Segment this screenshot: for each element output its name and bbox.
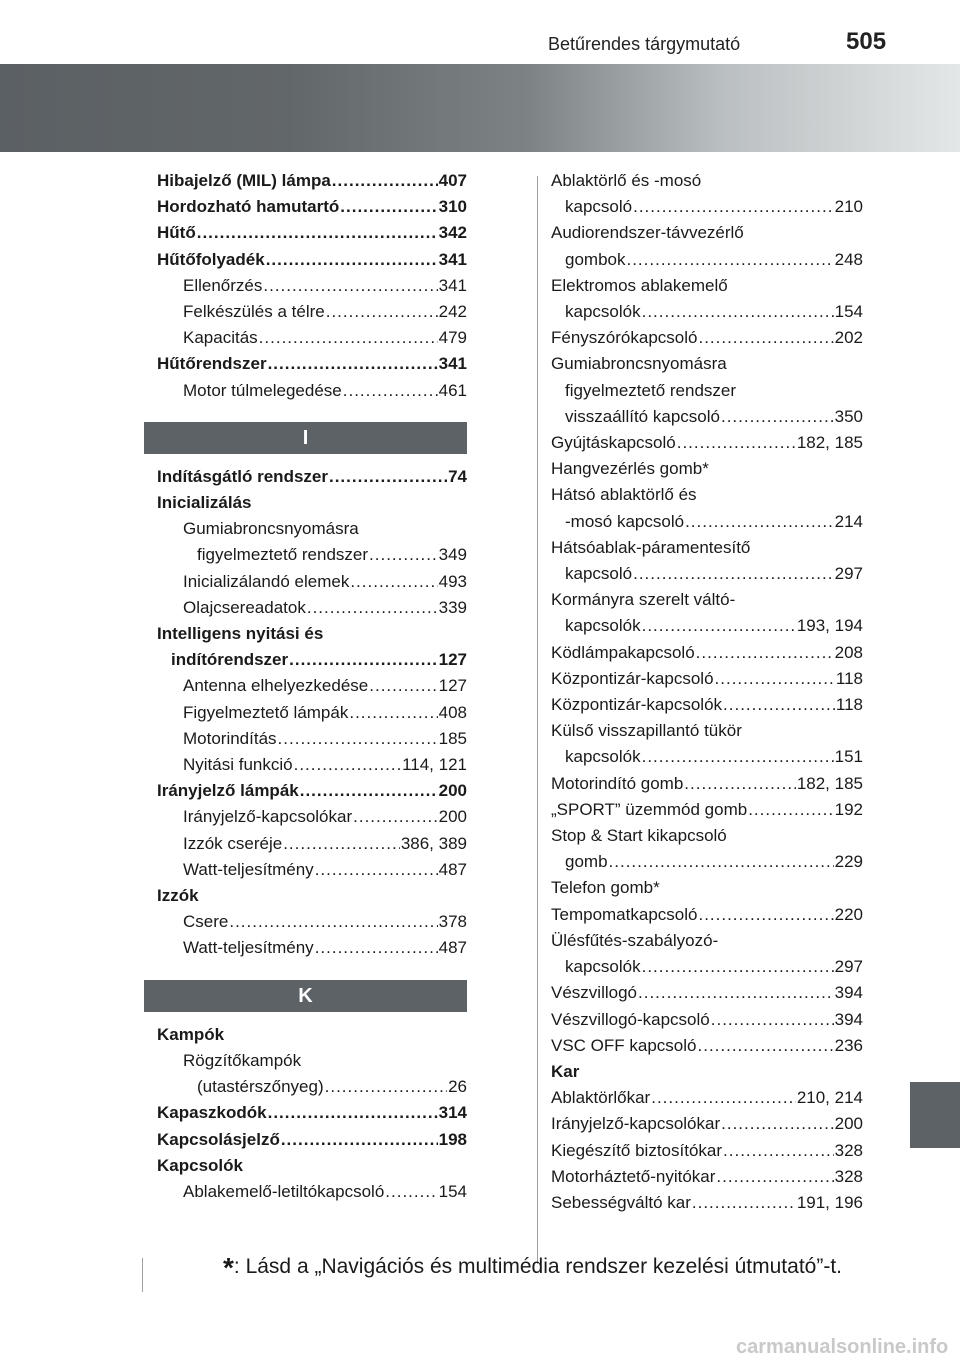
index-entry (157, 273, 467, 299)
dot-leader (325, 1074, 447, 1100)
index-entry-label: Antenna elhelyezkedése (183, 676, 369, 696)
index-entry-label: Watt-teljesítmény (183, 859, 314, 879)
index-entry-label: Irányjelző-kapcsolókar (551, 1114, 721, 1134)
index-entry-label: Kormányra szerelt váltó- (551, 590, 736, 610)
chapter-tab-marker (910, 1082, 960, 1148)
index-entry-label: Gumiabroncsnyomásra (551, 354, 727, 374)
index-entry (551, 1033, 863, 1059)
index-entry-label: indítórendszer (171, 650, 289, 670)
index-entry (551, 220, 863, 246)
dot-leader (332, 168, 438, 194)
index-entry-label: Izzók cseréje (183, 833, 283, 853)
dot-leader (638, 980, 834, 1006)
index-entry-page: 74 (448, 466, 467, 486)
index-entry-label: Kiegészítő biztosítókar (551, 1140, 723, 1160)
index-entry (551, 875, 863, 901)
dot-leader (268, 351, 438, 377)
dot-leader (642, 744, 834, 770)
index-entry-label: Motorháztető-nyitókar (551, 1166, 716, 1186)
index-entry-label: Kapacitás (183, 328, 258, 348)
dot-leader (685, 509, 834, 535)
index-entry (157, 299, 467, 325)
index-entry (157, 752, 467, 778)
index-entry-page: 461 (438, 380, 467, 400)
index-entry-page: 151 (834, 747, 863, 767)
dot-leader (698, 1033, 834, 1059)
index-entry-label: Telefon gomb* (551, 878, 660, 898)
index-entry (157, 1179, 467, 1205)
index-entry (157, 325, 467, 351)
dot-leader (723, 692, 835, 718)
index-entry-page: 487 (438, 859, 467, 879)
running-header-title: Betűrendes tárgymutató (548, 34, 741, 54)
dot-leader (711, 1007, 834, 1033)
index-entry (551, 849, 863, 875)
index-entry-page: 339 (438, 597, 467, 617)
index-entry (157, 1127, 467, 1153)
index-entry (157, 673, 467, 699)
index-entry (551, 273, 863, 299)
dot-leader (353, 804, 437, 830)
watermark: carmanualsonline.info (736, 1336, 949, 1358)
dot-leader (300, 778, 438, 804)
section-letter-i: I (144, 422, 467, 454)
dot-leader (259, 325, 438, 351)
header-band (0, 64, 960, 152)
index-entry-label: Nyitási funkció (183, 755, 293, 775)
index-entry (157, 247, 467, 273)
index-entry-label: Kar (551, 1061, 580, 1081)
index-entry-page: 386, 389 (400, 833, 467, 853)
index-entry-label: Hangvezérlés gomb* (551, 459, 709, 479)
index-entry-label: Központizár-kapcsolók (551, 695, 723, 715)
index-entry (551, 718, 863, 744)
index-entry (157, 542, 467, 568)
index-block-k-continued (551, 168, 863, 1216)
index-entry (551, 1190, 863, 1216)
index-entry-page: 394 (834, 983, 863, 1003)
index-entry-label: Ablaktörlőkar (551, 1088, 651, 1108)
index-entry (157, 700, 467, 726)
dot-leader (696, 640, 834, 666)
index-entry-label: Kapcsolók (157, 1155, 243, 1175)
index-entry-label: Audiorendszer-távvezérlő (551, 223, 744, 243)
index-entry (551, 168, 863, 194)
index-entry (551, 482, 863, 508)
index-entry (157, 1022, 467, 1048)
index-entry (551, 299, 863, 325)
index-entry-page: 193, 194 (796, 616, 863, 636)
index-entry-page: 378 (438, 912, 467, 932)
index-entry (157, 831, 467, 857)
index-entry (157, 621, 467, 647)
index-entry-label: kapcsolók (565, 616, 641, 636)
index-entry-label: Gyújtáskapcsoló (551, 433, 676, 453)
dot-leader (385, 1179, 437, 1205)
dot-leader (229, 909, 437, 935)
index-entry-label: Kapaszkodók (157, 1103, 267, 1123)
index-entry-page: 242 (438, 302, 467, 322)
footnote-text: : Lásd a „Navigációs és multimédia rendszer kezelési útmutató”-t. (233, 1255, 842, 1278)
index-entry-page: 26 (448, 1077, 467, 1097)
index-entry (157, 857, 467, 883)
index-entry-label: Vészvillogó-kapcsoló (551, 1009, 710, 1029)
index-entry-label: Hordozható hamutartó (157, 197, 340, 217)
index-entry-page: 200 (438, 781, 467, 801)
index-entry-page: 210, 214 (796, 1088, 863, 1108)
index-entry-page: 236 (834, 1035, 863, 1055)
dot-leader (315, 857, 438, 883)
index-entry-page: 154 (834, 302, 863, 322)
index-entry-label: Hibajelző (MIL) lámpa (157, 171, 331, 190)
dot-leader (307, 595, 438, 621)
index-entry (551, 456, 863, 482)
index-entry-label: Hűtőrendszer (157, 354, 267, 374)
index-entry (551, 980, 863, 1006)
index-entry (157, 516, 467, 542)
index-entry (551, 561, 863, 587)
index-entry (551, 692, 863, 718)
index-entry (551, 954, 863, 980)
dot-leader (715, 666, 835, 692)
index-entry (551, 247, 863, 273)
index-entry (551, 378, 863, 404)
dot-leader (326, 299, 438, 325)
index-entry-label: Olajcsereadatok (183, 597, 306, 617)
dot-leader (716, 1164, 833, 1190)
index-entry (157, 595, 467, 621)
index-entry-label: Irányjelző-kapcsolókar (183, 807, 353, 827)
index-entry-label: Hátsóablak-páramentesítő (551, 537, 751, 557)
index-entry-label: -mosó kapcsoló (565, 511, 685, 531)
index-entry-label: gombok (565, 249, 626, 269)
index-entry-label: Inicializálandó elemek (183, 571, 350, 591)
index-entry (157, 1153, 467, 1179)
index-entry-label: Gumiabroncsnyomásra (183, 519, 359, 539)
index-entry-label: kapcsoló (565, 197, 633, 217)
index-entry-label: Izzók (157, 886, 199, 906)
index-column-right (551, 168, 863, 1216)
dot-leader (642, 613, 796, 639)
page-number: 505 (846, 28, 887, 55)
dot-leader (677, 430, 796, 456)
footnote-rule (142, 1258, 143, 1292)
index-entry-page: 229 (834, 852, 863, 872)
dot-leader (278, 726, 438, 752)
index-entry-page: 314 (438, 1103, 467, 1123)
index-entry-page: 208 (834, 642, 863, 662)
index-entry-label: Fényszórókapcsoló (551, 328, 698, 348)
index-entry-page: 341 (438, 275, 467, 295)
index-entry-page: 394 (834, 1009, 863, 1029)
dot-leader (369, 542, 438, 568)
index-entry-label: Hűtő (157, 223, 196, 243)
index-entry (551, 587, 863, 613)
footnote-asterisk: * (223, 1252, 234, 1283)
index-entry-label: Ablaktörlő és -mosó (551, 171, 702, 190)
index-entry-label: Ülésfűtés-szabályozó- (551, 930, 719, 950)
index-entry (551, 928, 863, 954)
dot-leader (721, 404, 834, 430)
dot-leader (609, 849, 834, 875)
footnote (223, 1252, 842, 1284)
index-entry (157, 1048, 467, 1074)
index-entry-page: 341 (438, 354, 467, 374)
index-entry-label: Watt-teljesítmény (183, 938, 314, 958)
index-entry (157, 647, 467, 673)
index-entry-page: 407 (438, 171, 467, 190)
index-entry (551, 744, 863, 770)
index-entry (551, 535, 863, 561)
dot-leader (197, 220, 438, 246)
index-entry (157, 778, 467, 804)
index-entry-label: Felkészülés a télre (183, 302, 325, 322)
index-entry (157, 490, 467, 516)
index-entry-page: 192 (834, 799, 863, 819)
index-entry-label: Központizár-kapcsoló (551, 668, 714, 688)
index-entry-page: 154 (438, 1181, 467, 1201)
dot-leader (263, 273, 437, 299)
index-entry-label: Elektromos ablakemelő (551, 275, 728, 295)
index-entry (551, 613, 863, 639)
index-entry (551, 404, 863, 430)
index-entry-label: Irányjelző lámpák (157, 781, 299, 801)
dot-leader (651, 1085, 796, 1111)
dot-leader (626, 247, 833, 273)
index-entry-label: figyelmeztető rendszer (565, 380, 737, 400)
index-entry (157, 804, 467, 830)
index-entry-label: „SPORT” üzemmód gomb (551, 799, 748, 819)
dot-leader (748, 797, 833, 823)
index-entry-label: Kampók (157, 1024, 225, 1044)
index-entry (551, 1164, 863, 1190)
dot-leader (266, 247, 438, 273)
index-entry-label: Sebességváltó kar (551, 1192, 691, 1212)
dot-leader (369, 673, 437, 699)
index-entry (157, 168, 467, 194)
dot-leader (698, 325, 833, 351)
index-entry-label: Külső visszapillantó tükör (551, 721, 742, 741)
index-entry-label: kapcsolók (565, 302, 641, 322)
index-entry (551, 351, 863, 377)
index-entry-page: 127 (438, 650, 467, 670)
dot-leader (283, 831, 400, 857)
index-entry-page: 220 (834, 904, 863, 924)
index-entry-page: 493 (438, 571, 467, 591)
index-entry-label: Intelligens nyitási és (157, 624, 324, 644)
index-entry (157, 220, 467, 246)
index-entry (551, 771, 863, 797)
index-entry (157, 909, 467, 935)
dot-leader (343, 378, 438, 404)
index-entry (157, 378, 467, 404)
index-entry-label: Csere (183, 912, 229, 932)
index-block-k (157, 1022, 467, 1205)
index-entry-page: 202 (834, 328, 863, 348)
index-entry-label: Tempomatkapcsoló (551, 904, 698, 924)
index-entry (157, 194, 467, 220)
dot-leader (268, 1100, 438, 1126)
index-entry-page: 479 (438, 328, 467, 348)
dot-leader (633, 194, 834, 220)
index-entry-page: 182, 185 (796, 773, 863, 793)
index-entry-page: 297 (834, 564, 863, 584)
index-entry-page: 210 (834, 197, 863, 217)
index-entry (551, 509, 863, 535)
index-entry (551, 1059, 863, 1085)
dot-leader (340, 194, 437, 220)
index-entry-page: 182, 185 (796, 433, 863, 453)
index-entry-page: 118 (835, 695, 863, 715)
index-entry-page: 200 (834, 1114, 863, 1134)
index-entry (157, 883, 467, 909)
index-entry-label: Figyelmeztető lámpák (183, 702, 349, 722)
index-entry-label: Hűtőfolyadék (157, 249, 265, 269)
index-entry-label: (utastérszőnyeg) (197, 1077, 324, 1097)
index-entry-page: 342 (438, 223, 467, 243)
index-entry (551, 325, 863, 351)
index-entry-label: Ellenőrzés (183, 275, 263, 295)
index-entry-label: kapcsolók (565, 957, 641, 977)
index-entry-label: figyelmeztető rendszer (197, 545, 369, 565)
index-entry (157, 1074, 467, 1100)
index-entry (551, 194, 863, 220)
index-entry (157, 1100, 467, 1126)
index-entry-label: Inicializálás (157, 493, 252, 513)
index-entry-label: Rögzítőkampók (183, 1050, 302, 1070)
dot-leader (315, 935, 438, 961)
index-entry-label: Hátsó ablaktörlő és (551, 485, 697, 505)
section-letter-k: K (144, 980, 467, 1012)
index-entry (551, 666, 863, 692)
index-entry-page: 349 (438, 545, 467, 565)
index-entry-label: Ablakemelő-letiltókapcsoló (183, 1181, 385, 1201)
index-entry-page: 328 (834, 1166, 863, 1186)
dot-leader (684, 771, 796, 797)
index-entry-label: kapcsolók (565, 747, 641, 767)
index-block-i (157, 464, 467, 962)
column-divider (537, 176, 538, 1264)
dot-leader (692, 1190, 796, 1216)
index-block-h (157, 168, 467, 404)
index-entry (551, 1085, 863, 1111)
index-entry (551, 797, 863, 823)
index-entry-label: Indításgátló rendszer (157, 466, 328, 486)
dot-leader (633, 561, 834, 587)
index-entry (157, 464, 467, 490)
dot-leader (350, 569, 437, 595)
dot-leader (698, 902, 833, 928)
index-entry-label: Motorindítás (183, 728, 277, 748)
index-entry-page: 487 (438, 938, 467, 958)
dot-leader (281, 1127, 438, 1153)
index-entry-label: Motorindító gomb (551, 773, 684, 793)
index-entry-label: gomb (565, 852, 608, 872)
index-entry (551, 430, 863, 456)
index-entry-page: 328 (834, 1140, 863, 1160)
index-entry-label: Ködlámpakapcsoló (551, 642, 695, 662)
index-entry-page: 214 (834, 511, 863, 531)
index-entry-page: 408 (438, 702, 467, 722)
index-entry-page: 185 (438, 728, 467, 748)
index-entry-page: 200 (438, 807, 467, 827)
index-entry-page: 127 (438, 676, 467, 696)
index-entry-label: visszaállító kapcsoló (565, 406, 720, 426)
index-entry-label: Vészvillogó (551, 983, 637, 1003)
dot-leader (294, 752, 401, 778)
dot-leader (289, 647, 438, 673)
index-entry (551, 1007, 863, 1033)
index-entry (157, 726, 467, 752)
index-entry (551, 640, 863, 666)
dot-leader (723, 1138, 834, 1164)
index-entry-page: 341 (438, 249, 467, 269)
dot-leader (721, 1111, 833, 1137)
index-entry-label: Kapcsolásjelző (157, 1129, 280, 1149)
index-entry-label: Stop & Start kikapcsoló (551, 826, 727, 846)
index-entry (551, 902, 863, 928)
index-entry-page: 248 (834, 249, 863, 269)
index-entry (551, 1111, 863, 1137)
index-entry (157, 935, 467, 961)
index-entry (157, 569, 467, 595)
index-entry (551, 1138, 863, 1164)
index-entry-page: 114, 121 (402, 755, 467, 775)
dot-leader (642, 299, 834, 325)
index-entry-page: 198 (438, 1129, 467, 1149)
index-entry-page: 297 (834, 957, 863, 977)
index-entry-page: 350 (834, 406, 863, 426)
index-column-left (157, 168, 467, 1205)
dot-leader (642, 954, 834, 980)
dot-leader (329, 464, 447, 490)
index-entry-page: 118 (835, 668, 863, 688)
dot-leader (349, 700, 437, 726)
index-entry-page: 191, 196 (796, 1192, 863, 1212)
index-entry (551, 823, 863, 849)
index-entry-label: VSC OFF kapcsoló (551, 1035, 697, 1055)
index-entry-label: Motor túlmelegedése (183, 380, 342, 400)
index-entry (157, 351, 467, 377)
index-entry-page: 310 (438, 197, 467, 217)
index-entry-label: kapcsoló (565, 564, 633, 584)
